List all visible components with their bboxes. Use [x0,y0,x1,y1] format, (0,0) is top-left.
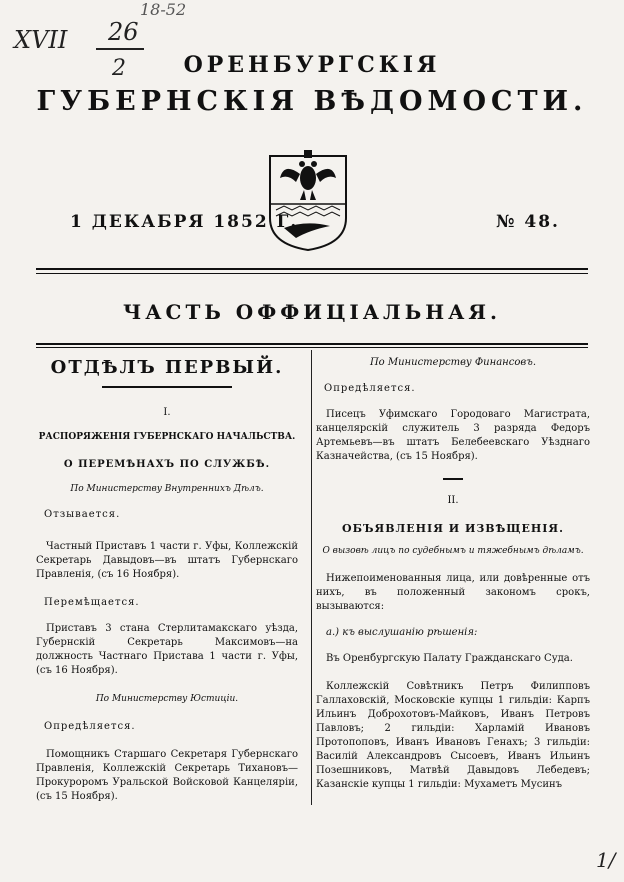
fraction-line [96,48,144,50]
margin-mark: 1/ [596,848,616,872]
ministry-justice: По Министерству Юстицiи. [95,694,239,704]
roman-mark: XVII [14,26,68,54]
issue-date: 1 ДЕКАБРЯ 1852 Г. [70,212,299,232]
column-divider [311,350,312,805]
coat-of-arms-icon [266,148,350,252]
left-column [36,356,298,804]
part-divider [36,343,588,345]
court-name: Въ Оренбургскую Палату Гражданскаго Суда. [326,653,573,664]
short-rule [443,478,463,480]
issue-number: № 48. [496,212,560,232]
label-opred-right: Опредѣляется. [324,383,416,394]
item-a: а.) къ выслушанiю рѣшенiя: [326,627,478,638]
announcements-heading: ОБЪЯВЛЕНIЯ И ИЗВѢЩЕНIЯ. [342,522,564,535]
top-divider-thin [36,273,588,274]
paragraph-maksimov: Приставъ 3 стана Стерлитамакскаго уѣзда, Губернскiй Секретарь Максимовъ—на должность Частнаго Пристава 1 части г. Уфы, (съ 16 Ноября). [36,623,298,676]
section-roman-2: II. [447,495,459,506]
paragraph-persons: Коллежскiй Совѣтникъ Петръ Филипповъ Галлаховскiй, Московскiе купцы 1 гильдiи: Карпъ Ильинъ Доброхотовъ-Майковъ, Иванъ Петровъ Павловъ; 2 гильдiи: Харламiй Ивановъ Протопоповъ, Иванъ Ивановъ Генахъ; 3 гильдiи: Василiй Александровъ Сысоевъ, Иванъ Ильинъ Позешниковъ, Матвѣй Давыдовъ Лебедевъ; Казанскiе купцы 1 гильдiи: Мухаметъ Мусинъ [316,681,590,790]
paragraph-tikhanov: Помощникъ Старшаго Секретаря Губернскаго Правленiя, Коллежскiй Секретарь Тихановъ—Прокуроромъ Уральской Войсковой Канцелярiи, (съ 15 Ноября). [36,749,298,802]
section-title: ОТДѢЛЪ ПЕРВЫЙ. [50,357,284,378]
orders-heading: РАСПОРЯЖЕНIЯ ГУБЕРНСКАГО НАЧАЛЬСТВА. [38,432,296,442]
paragraph-summons: Нижепоименованныя лица, или довѣренные отъ нихъ, въ положенный закономъ срокъ, вызываются: [316,573,590,612]
section-roman: I. [163,407,171,418]
right-column [316,356,590,792]
label-peremeshch: Перемѣщается. [44,597,140,608]
section-rule [102,386,232,388]
top-scribble: 18-52 [140,0,187,19]
ministry-finance: По Министерству Финансовъ. [369,357,537,368]
orders-subheading: О ПЕРЕМѢНАХЪ ПО СЛУЖБѢ. [63,459,271,470]
paragraph-davydov: Частный Приставъ 1 части г. Уфы, Коллежскiй Секретарь Давыдовъ—въ штатъ Губернскаго Правленiя, (съ 16 Ноября). [36,541,298,580]
number-mark-b: 2 [112,56,126,81]
part-divider-thin [36,347,588,348]
masthead-line1: ОРЕНБУРГСКIЯ [183,52,441,78]
label-otzyv: Отзывается. [44,509,121,520]
number-mark-a: 26 [108,18,139,46]
masthead-line2: ГУБЕРНСКIЯ ВѢДОМОСТИ. [36,86,588,117]
part-title: ЧАСТЬ ОФФИЦIАЛЬНАЯ. [122,300,502,324]
top-divider [36,268,588,270]
paragraph-artemyev: Писецъ Уфимскаго Городоваго Магистрата, канцелярскiй служитель 3 разряда Федоръ Артемьевъ—въ штатъ Белебеевскаго Уѣзднаго Казначейства, (съ 15 Ноября). [316,409,590,462]
label-opred-left: Опредѣляется. [44,721,136,732]
announcements-subheading: О вызовѣ лицъ по судебнымъ и тяжебнымъ дѣламъ. [322,546,584,556]
ministry-interior: По Министерству Внутреннихъ Дѣлъ. [70,484,264,494]
